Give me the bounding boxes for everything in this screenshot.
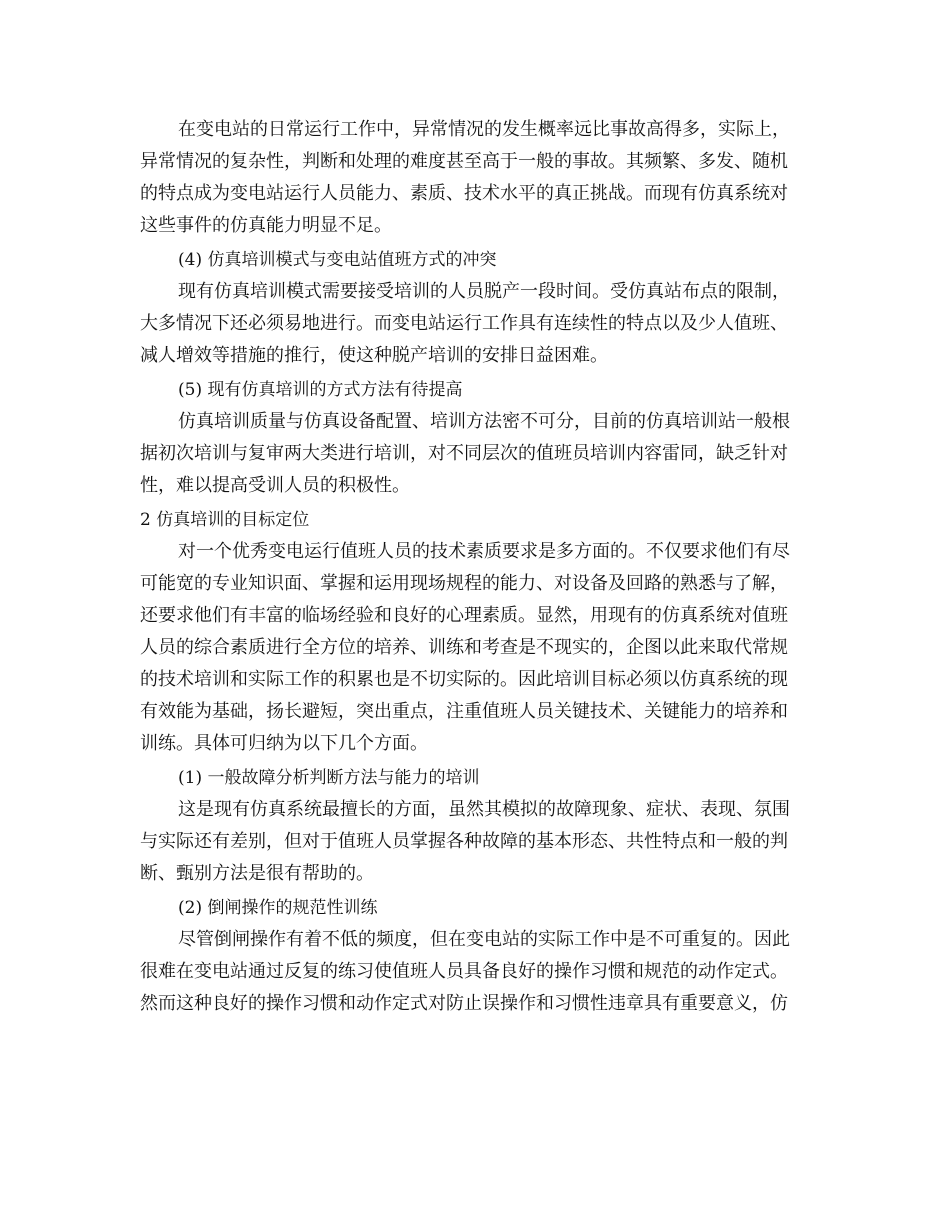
paragraph-line: 这些事件的仿真能力明显不足。 — [140, 215, 392, 236]
paragraph-line: 大多情况下还必须易地进行。而变电站运行工作具有连续性的特点以及少人值班、 — [140, 313, 788, 334]
paragraph-line: 然而这种良好的操作习惯和动作定式对防止误操作和习惯性违章具有重要意义，仿 — [140, 993, 788, 1014]
paragraph-line: 减人增效等措施的推行，使这种脱产培训的安排日益困难。 — [140, 345, 608, 366]
paragraph-line: 尽管倒闸操作有着不低的频度，但在变电站的实际工作中是不可重复的。因此 — [178, 929, 790, 950]
paragraph-line: 在变电站的日常运行工作中，异常情况的发生概率远比事故高得多，实际上， — [178, 119, 790, 140]
section-heading: (5) 现有仿真培训的方式方法有待提高 — [178, 380, 463, 400]
section-heading: (4) 仿真培训模式与变电站值班方式的冲突 — [178, 250, 497, 270]
paragraph-line: 还要求他们有丰富的临场经验和良好的心理素质。显然，用现有的仿真系统对值班 — [140, 605, 788, 626]
paragraph-line: 可能宽的专业知识面、掌握和运用现场规程的能力、对设备及回路的熟悉与了解， — [140, 573, 788, 594]
paragraph-line: 这是现有仿真系统最擅长的方面，虽然其模拟的故障现象、症状、表现、氛围 — [178, 799, 790, 820]
section-heading: (1) 一般故障分析判断方法与能力的培训 — [178, 768, 480, 788]
paragraph-line: 仿真培训质量与仿真设备配置、培训方法密不可分，目前的仿真培训站一般根 — [178, 411, 790, 432]
paragraph-line: 据初次培训与复审两大类进行培训，对不同层次的值班员培训内容雷同，缺乏针对 — [140, 443, 788, 464]
paragraph-line: 很难在变电站通过反复的练习使值班人员具备良好的操作习惯和规范的动作定式。 — [140, 961, 788, 982]
paragraph-line: 对一个优秀变电运行值班人员的技术素质要求是多方面的。不仅要求他们有尽 — [178, 541, 790, 562]
chapter-heading: 2 仿真培训的目标定位 — [140, 510, 310, 530]
paragraph-line: 有效能为基础，扬长避短，突出重点，注重值班人员关键技术、关键能力的培养和 — [140, 701, 788, 722]
paragraph-line: 的特点成为变电站运行人员能力、素质、技术水平的真正挑战。而现有仿真系统对 — [140, 183, 788, 204]
paragraph-line: 训练。具体可归纳为以下几个方面。 — [140, 733, 428, 754]
paragraph-line: 异常情况的复杂性，判断和处理的难度甚至高于一般的事故。其频繁、多发、随机 — [140, 151, 788, 172]
section-heading: (2) 倒闸操作的规范性训练 — [178, 898, 378, 918]
paragraph-line: 人员的综合素质进行全方位的培养、训练和考查是不现实的，企图以此来取代常规 — [140, 637, 788, 658]
paragraph-line: 性，难以提高受训人员的积极性。 — [140, 475, 410, 496]
paragraph-line: 断、甄别方法是很有帮助的。 — [140, 863, 374, 884]
paragraph-line: 与实际还有差别，但对于值班人员掌握各种故障的基本形态、共性特点和一般的判 — [140, 831, 788, 852]
paragraph-line: 现有仿真培训模式需要接受培训的人员脱产一段时间。受仿真站布点的限制， — [178, 281, 790, 302]
paragraph-line: 的技术培训和实际工作的积累也是不切实际的。因此培训目标必须以仿真系统的现 — [140, 669, 788, 690]
